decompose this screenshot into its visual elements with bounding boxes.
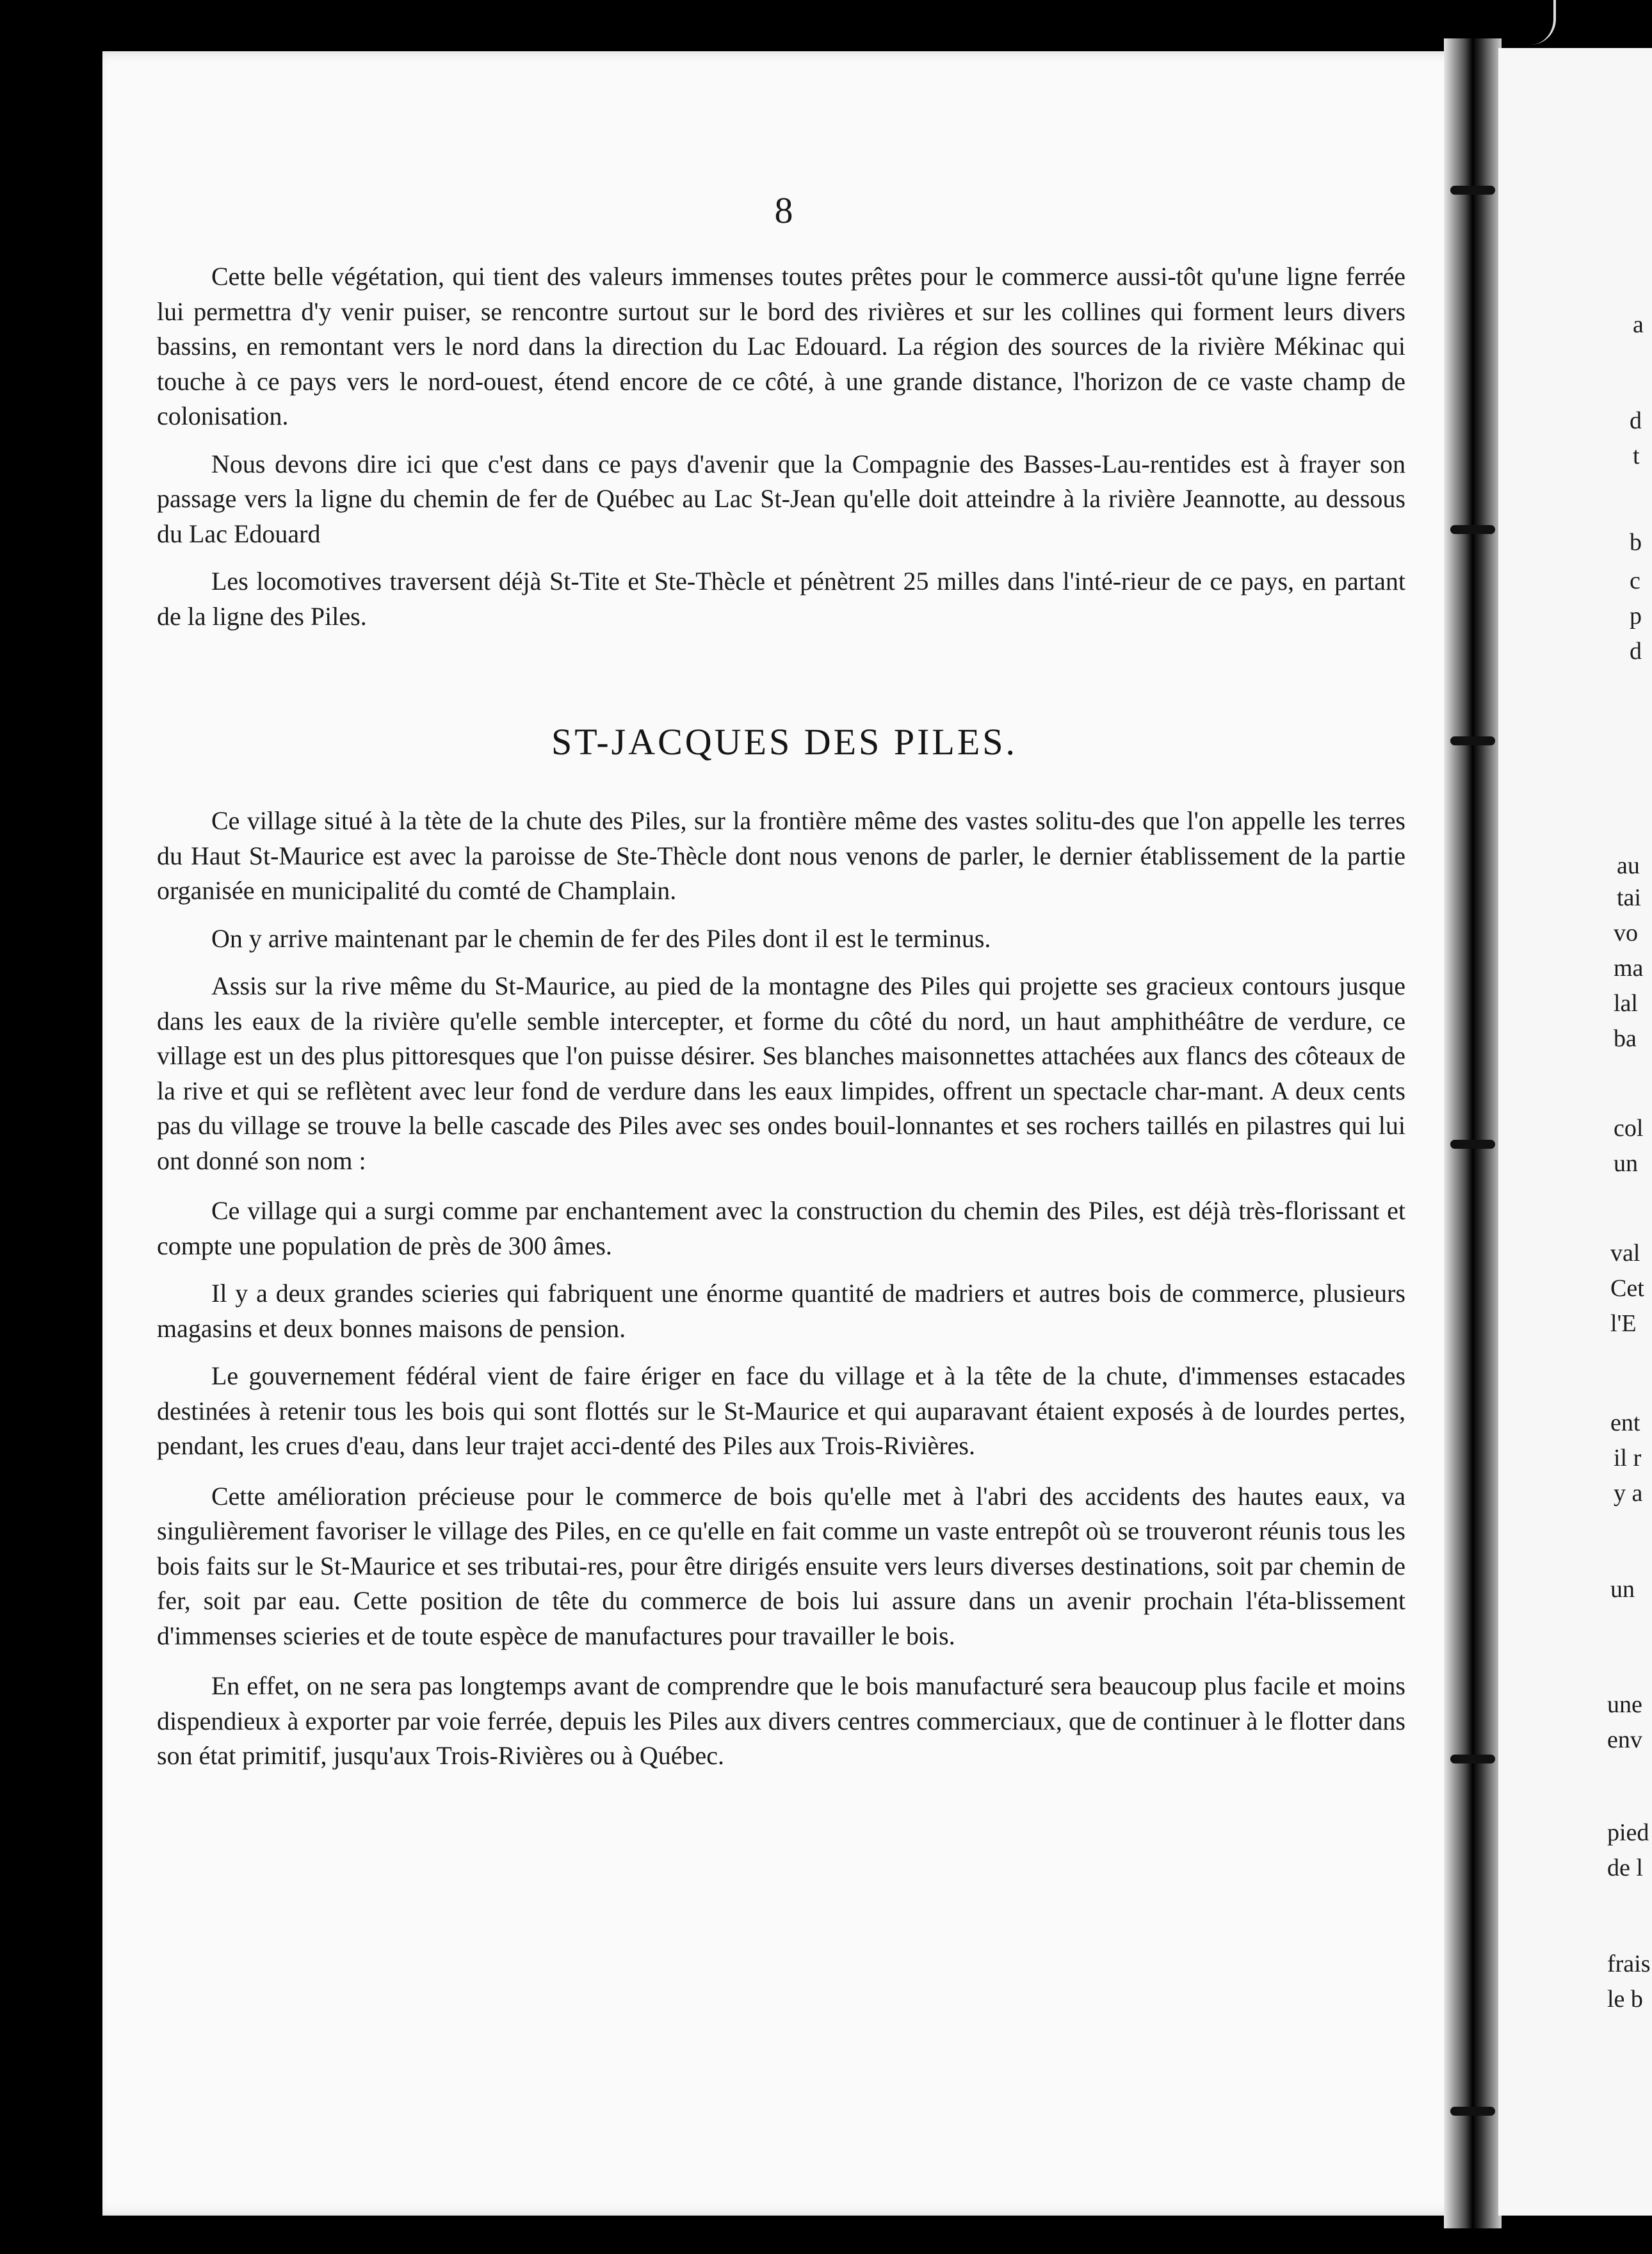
paragraph-village-situe: Ce village situé à la tète de la chute des Piles, sur la frontière même des vastes solitu-des que l'on appelle les terres du Haut St-Maurice est avec la paroisse de Ste-Thècle dont nous venons de parler, le dernier établissement de la partie organisée en municipalité du comté de Champlain. <box>157 806 1405 905</box>
book-binding <box>1444 38 1502 2228</box>
binding-stitch <box>1450 1755 1495 1763</box>
fragment: b <box>1630 529 1642 556</box>
section-text <box>157 804 1405 1774</box>
fragment: de l <box>1607 1854 1643 1881</box>
paragraph-locomotives: Les locomotives traversent déjà St-Tite et Ste-Thècle et pénètrent 25 milles dans l'inté-rieur de ce pays, en partant de la ligne des Piles. <box>157 567 1405 631</box>
paragraph-gouvernement: Le gouvernement fédéral vient de faire ériger en face du village et à la tête de la chute, d'immenses estacades destinées à retenir tous les bois qui sont flottés sur le St-Maurice et qui auparavant étaient exposés à de lourdes pertes, pendant, les crues d'eau, dans leur trajet acci-denté des Piles aux Trois-Rivières. <box>157 1361 1405 1460</box>
fragment: d <box>1630 407 1642 434</box>
fragment: un <box>1610 1576 1635 1603</box>
binding-stitch <box>1450 736 1495 745</box>
binding-stitch <box>1450 525 1495 534</box>
paragraph-compagnie: Nous devons dire ici que c'est dans ce pays d'avenir que la Compagnie des Basses-Lau-rentides est à frayer son passage vers la ligne du chemin de fer de Québec au Lac St-Jean qu'elle doit atteindre à la rivière Jeannotte, au dessous du Lac Edouard <box>157 449 1405 548</box>
paragraph-arrive: On y arrive maintenant par le chemin de fer des Piles dont il est le terminus. <box>211 923 991 953</box>
section-heading: ST-JACQUES DES PILES. <box>551 721 1018 763</box>
fragment: c <box>1630 567 1640 594</box>
fragment: a <box>1633 311 1644 338</box>
fragment: d <box>1630 638 1642 665</box>
fragment: il r <box>1614 1445 1642 1472</box>
fragment: au <box>1617 852 1640 879</box>
fragment: une <box>1607 1691 1642 1718</box>
binding-stitch <box>1450 1140 1495 1149</box>
fragment: le b <box>1607 1986 1643 2013</box>
binding-stitch <box>1450 186 1495 195</box>
fragment: ent <box>1610 1409 1640 1436</box>
intro-text <box>157 259 1405 634</box>
fragment: pied <box>1607 1819 1649 1846</box>
paragraph-en-effet: En effet, on ne sera pas longtemps avant de comprendre que le bois manufacturé sera beaucoup plus facile et moins dispendieux à exporter par voie ferrée, depuis les Piles aux divers centres commerciaux, que de continuer à le flotter dans son état primitif, jusqu'aux Trois-Rivières ou à Québec. <box>157 1671 1405 1770</box>
fragment: ba <box>1614 1025 1637 1052</box>
paragraph-scieries: Il y a deux grandes scieries qui fabriquent une énorme quantité de madriers et autres bois de commerce, plusieurs magasins et deux bonnes maisons de pension. <box>157 1279 1405 1343</box>
paragraph-vegetation: Cette belle végétation, qui tient des valeurs immenses toutes prêtes pour le commerce aussi-tôt qu'une ligne ferrée lui permettra d'y venir puiser, se rencontre surtout sur le bord des rivières et sur les collines qui forment leurs divers bassins, en remontant vers le nord dans la direction du Lac Edouard. La région des sources de la rivière Mékinac qui touche à ce pays vers le nord-ouest, étend encore de ce côté, à une grande distance, l'horizon de ce vaste champ de colonisation. <box>157 262 1405 430</box>
fragment: val <box>1610 1240 1640 1267</box>
fragment: un <box>1614 1150 1638 1177</box>
page-number: 8 <box>774 190 795 231</box>
fragment: y a <box>1614 1480 1643 1507</box>
fragment: ma <box>1614 955 1644 982</box>
fragment: env <box>1607 1726 1642 1753</box>
fragment: lal <box>1614 990 1638 1017</box>
paragraph-amelioration: Cette amélioration précieuse pour le commerce de bois qu'elle met à l'abri des accidents des hautes eaux, va singulièrement favoriser le village des Piles, en ce qu'elle en fait comme un vaste entrepôt où se trouveront réunis tous les bois faits sur le St-Maurice et ses tributai-res, pour être dirigés ensuite vers leurs diverses destinations, soit par chemin de fer, soit par eau. Cette position de tête du commerce de bois lui assure dans un avenir prochain l'éta-blissement d'immenses scieries et de toute espèce de manufactures pour travailler le bois. <box>157 1481 1405 1650</box>
fragment: l'E <box>1610 1310 1637 1337</box>
binding-stitch <box>1450 2107 1495 2116</box>
fragment: t <box>1633 442 1640 469</box>
fragment: frais <box>1607 1950 1651 1977</box>
paragraph-surgi: Ce village qui a surgi comme par enchantement avec la construction du chemin des Piles, est déjà très-florissant et compte une population de près de 300 âmes. <box>157 1196 1405 1260</box>
fragment: col <box>1614 1115 1644 1142</box>
facing-page-fragments <box>1498 48 1652 2216</box>
fragment: Cet <box>1610 1275 1644 1302</box>
paragraph-assis: Assis sur la rive même du St-Maurice, au pied de la montagne des Piles qui projette ses gracieux contours jusque dans les eaux de la rivière qu'elle semble intercepter, et forme du côté du nord, un haut amphithéâtre de verdure, ce village est un des plus pittoresques que l'on puisse désirer. Ses blanches maisonnettes attachées aux flancs des côteaux de la rive et qui se reflètent avec leur fond de verdure dans les eaux limpides, offrent un spectacle char-mant. A deux cents pas du village se trouve la belle cascade des Piles avec ses ondes bouil-lonnantes et ses rochers taillés en pilastres qui lui ont donné son nom : <box>157 971 1405 1175</box>
fragment: vo <box>1614 920 1638 946</box>
fragment: p <box>1630 603 1642 629</box>
fragment: tai <box>1617 884 1641 911</box>
facing-page <box>1498 48 1652 2216</box>
